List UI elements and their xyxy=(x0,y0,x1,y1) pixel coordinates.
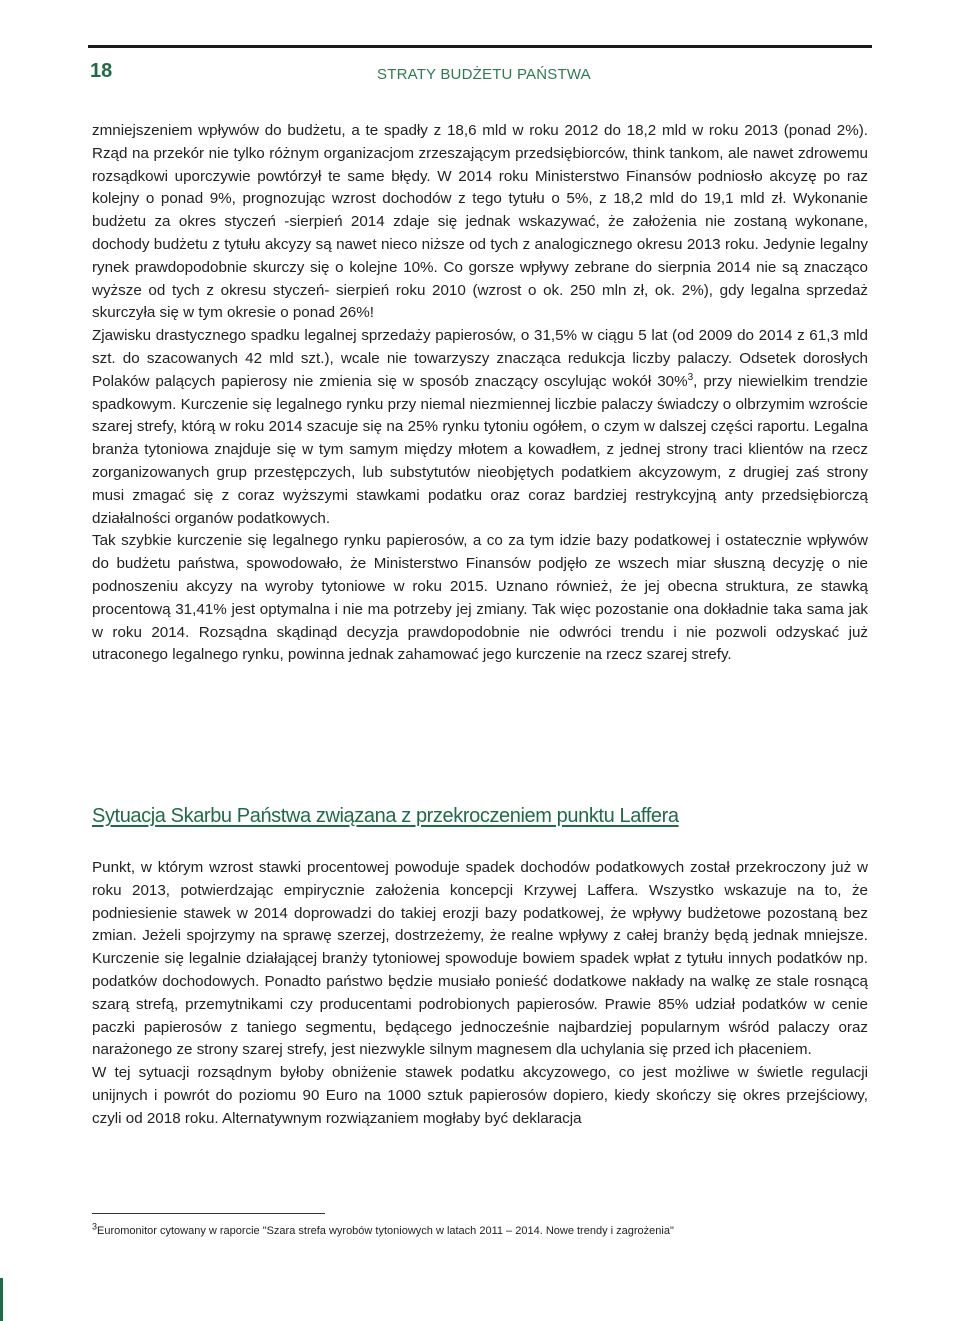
paragraph: Punkt, w którym wzrost stawki procentowej powoduje spadek dochodów podatkowych został przekroczony już w roku 2013, potwierdzając empirycznie założenia koncepcji Krzywej Laffera. Wszystko wskazuje na to, że podniesienie stawek w 2014 doprowadzi do takiej erozji bazy podatkowej, że wpływy budżetowe pozostaną bez zmian. Jeżeli spojrzymy na sprawę szerzej, dostrzeżemy, że realne wpływy z całej branży będą jednak mniejsze. Kurczenie się legalnie działającej branży tytoniowej spowoduje bowiem spadek wpłat z tytułu innych podatków np. podatków dochodowych. Ponadto państwo będzie musiało ponieść dodatkowe nakłady na walkę ze stale rosnącą szarą strefą, przemytnikami czy producentami podrobionych papierosów. Prawie 85% udział podatków w cenie paczki papierosów z taniego segmentu, będącego jednocześnie najbardziej popularnym wśród palaczy oraz narażonego ze strony szarej strefy, jest niezwykle silnym magnesem dla uchylania się przed ich płaceniem. xyxy=(92,859,868,1059)
paragraph xyxy=(92,325,868,530)
header-rule xyxy=(88,45,872,48)
footnote xyxy=(92,1221,674,1237)
footnote-text: Euromonitor cytowany w raporcie "Szara strefa wyrobów tytoniowych w latach 2011 – 2014. Nowe trendy i zagrożenia" xyxy=(97,1225,674,1237)
paragraph: Tak szybkie kurczenie się legalnego rynku papierosów, a co za tym idzie bazy podatkowej i ostatecznie wpływów do budżetu państwa, spowodowało, że Ministerstwo Finansów podjęło ze wszech miar słuszną decyzję o nie podnoszeniu akcyzy na wyroby tytoniowe w roku 2015. Uznano również, że jej obecna struktura, ze stawką procentową 31,41% jest optymalna i nie ma potrzeby jej zmiany. Tak więc pozostanie ona dokładnie taka sama jak w roku 2014. Rozsądna skądinąd decyzja prawdopodobnie nie odwróci trendu i nie pozwoli odzyskać już utraconego legalnego rynku, powinna jednak zahamować jego kurczenie na rzecz szarej strefy. xyxy=(92,532,868,664)
main-text-section xyxy=(92,857,868,1131)
paragraph-text: Zjawisku drastycznego spadku legalnej sprzedaży papierosów, o 31,5% w ciągu 5 lat (od 2009 do 2014 z 61,3 mld szt. do szacowanych 42 mld szt.), wcale nie towarzyszy znacząca redukcja liczby palaczy. Odsetek dorosłych Polaków palących papierosy nie zmienia się w sposób znaczący oscylując wokół 30% xyxy=(92,327,868,390)
footnote-rule xyxy=(92,1213,325,1214)
section-heading: Sytuacja Skarbu Państwa związana z przekroczeniem punktu Laffera xyxy=(92,805,679,827)
paragraph: W tej sytuacji rozsądnym byłoby obniżenie stawek podatku akcyzowego, co jest możliwe w świetle regulacji unijnych i powrót do poziomu 90 Euro na 1000 sztuk papierosów dopiero, kiedy skończy się okres przejściowy, czyli od 2018 roku. Alternatywnym rozwiązaniem mogłaby być deklaracja xyxy=(92,1064,868,1127)
main-text-top xyxy=(92,120,868,667)
footnote-number: 3 xyxy=(92,1221,98,1232)
page-edge-mark xyxy=(0,1278,3,1321)
paragraph: zmniejszeniem wpływów do budżetu, a te spadły z 18,6 mld w roku 2012 do 18,2 mld w roku 2013 (ponad 2%). Rząd na przekór nie tylko różnym organizacjom zrzeszającym przedsiębiorców, think tankom, ale nawet zdrowemu rozsądkowi uporczywie powtórzył te same błędy. W 2014 roku Ministerstwo Finansów podniosło akcyzę po raz kolejny o ponad 9%, prognozując wzrost dochodów z tego tytułu o 5%, z 18,2 mld do 19,1 mld zł. Wykonanie budżetu za okres styczeń -sierpień 2014 zdaje się jednak wskazywać, że założenia nie zostaną wykonane, dochody budżetu z tytułu akcyzy są nawet nieco niższe od tych z analogicznego okresu 2013 roku. Jedynie legalny rynek prawdopodobnie skurczy się o kolejne 10%. Co gorsze wpływy zebrane do sierpnia 2014 nie są znacząco wyższe od tych z okresu styczeń- sierpień roku 2010 (wzrost o ok. 250 mln zł, ok. 2%), gdy legalna sprzedaż skurczyła się w tym okresie o ponad 26%! xyxy=(92,122,868,322)
paragraph-text: , przy niewielkim trendzie spadkowym. Kurczenie się legalnego rynku przy niemal niezmiennej liczbie palaczy świadczy o olbrzymim wzroście szarej strefy, którą w roku 2014 szacuje się na 25% rynku tytoniu ogółem, o czym w dalszej części raportu. Legalna branża tytoniowa znajduje się w tym samym między młotem a kowadłem, z jednej strony traci klientów na rzecz zorganizowanych grup przestępczych, lub substytutów nieobjętych podatkiem akcyzowym, z drugiej zaś strony musi zmagać się z coraz wyższymi stawkami podatku oraz coraz bardziej restrykcyjną anty przedsiębiorczą działalności organów podatkowych. xyxy=(92,372,868,527)
running-title: STRATY BUDŻETU PAŃSTWA xyxy=(377,66,591,83)
page-number: 18 xyxy=(90,60,113,82)
footnote-reference[interactable]: 3 xyxy=(687,371,694,383)
